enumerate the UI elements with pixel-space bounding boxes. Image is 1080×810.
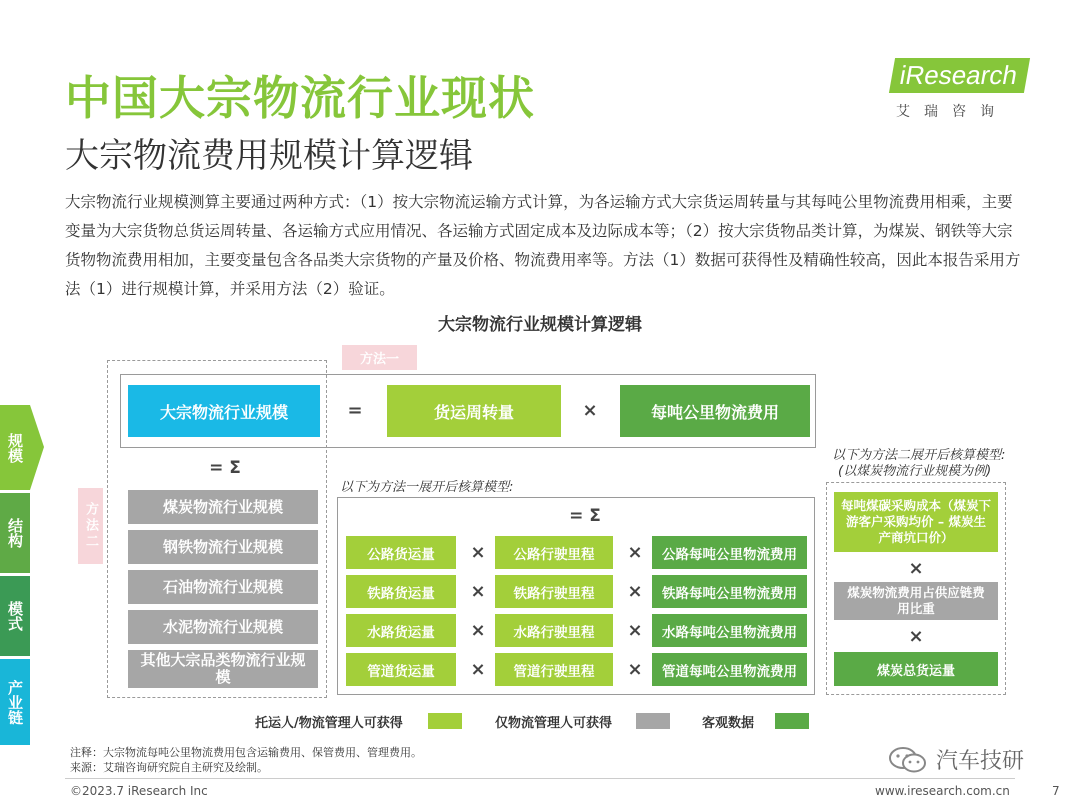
category-box: 水泥物流行业规模 [128, 610, 318, 644]
transport-cell: 公路行驶里程 [495, 536, 613, 569]
legend-label-manager: 仅物流管理人可获得 [495, 716, 613, 731]
legend-label-objective: 客观数据 [702, 716, 755, 731]
transport-cell: 铁路货运量 [346, 575, 456, 608]
footnote-source: 来源：艾瑞咨询研究院自主研究及绘制。 [70, 761, 268, 774]
watermark [888, 744, 1024, 775]
transport-cell: 水路每吨公里物流费用 [652, 614, 807, 647]
category-box: 石油物流行业规模 [128, 570, 318, 604]
sidenav-item-chain[interactable] [0, 659, 30, 745]
legend-swatch-lime [428, 713, 462, 729]
method2-note [832, 448, 1005, 480]
transport-cell: 水路行驶里程 [495, 614, 613, 647]
method1-note: 以下为方法一展开后核算模型: [340, 480, 514, 495]
freight-turnover-box: 货运周转量 [387, 385, 561, 437]
wechat-icon [888, 745, 928, 775]
website-link[interactable]: www.iresearch.com.cn [875, 784, 1010, 798]
page-subtitle: 大宗物流费用规模计算逻辑 [65, 136, 473, 176]
transport-cell: 水路货运量 [346, 614, 456, 647]
transport-cell: 铁路行驶里程 [495, 575, 613, 608]
coal-purchase-cost-box: 每吨煤碳采购成本（煤炭下游客户采购均价 – 煤炭生产商坑口价） [834, 492, 998, 552]
sum-symbol-left: = Σ [209, 458, 241, 478]
times-sign: × [470, 659, 486, 680]
sidenav-label: 模式 [6, 601, 24, 631]
page-title: 中国大宗物流行业现状 [65, 71, 535, 125]
category-box: 其他大宗品类物流行业规模 [128, 650, 318, 688]
coal-logistics-share-box: 煤炭物流费用占供应链费用比重 [834, 582, 998, 620]
category-box: 煤炭物流行业规模 [128, 490, 318, 524]
sidenav-item-structure[interactable] [0, 493, 30, 573]
method2-note-line2: (以煤炭物流行业规模为例) [838, 464, 992, 479]
logo-text: iResearch [889, 58, 1030, 93]
footnote-note: 注释：大宗物流每吨公里物流费用包含运输费用、保管费用、管理费用。 [70, 746, 422, 759]
times-sign: × [627, 542, 643, 563]
watermark-text: 汽车技研 [936, 749, 1025, 774]
times-sign: × [470, 542, 486, 563]
sidenav-label: 规模 [6, 432, 24, 463]
method2-tag: 方法二 [78, 488, 103, 564]
method2-note-line1: 以下为方法二展开后核算模型: [832, 448, 1006, 463]
page-number: 7 [1052, 784, 1060, 798]
times-sign: × [908, 626, 924, 647]
logo-cn: 艾瑞咨询 [896, 104, 1008, 120]
sum-symbol-mid: = Σ [569, 506, 601, 526]
diagram-title: 大宗物流行业规模计算逻辑 [438, 315, 642, 335]
times-sign: × [470, 620, 486, 641]
times-sign: × [582, 400, 598, 421]
transport-cell: 管道行驶里程 [495, 653, 613, 686]
sidenav-label: 产业链 [6, 679, 24, 725]
transport-cell: 管道每吨公里物流费用 [652, 653, 807, 686]
sidenav-active-arrow [30, 405, 44, 490]
category-box: 钢铁物流行业规模 [128, 530, 318, 564]
sidenav-item-scale[interactable] [0, 405, 30, 490]
transport-cell: 管道货运量 [346, 653, 456, 686]
method1-tag: 方法一 [342, 345, 417, 370]
times-sign: × [470, 581, 486, 602]
iresearch-logo [892, 58, 1032, 121]
transport-cell: 铁路每吨公里物流费用 [652, 575, 807, 608]
times-sign: × [908, 558, 924, 579]
total-scale-box: 大宗物流行业规模 [128, 385, 320, 437]
transport-cell: 公路每吨公里物流费用 [652, 536, 807, 569]
legend-label-shipper: 托运人/物流管理人可获得 [255, 716, 403, 731]
transport-cell: 公路货运量 [346, 536, 456, 569]
copyright: ©2023.7 iResearch Inc [70, 784, 208, 798]
times-sign: × [627, 620, 643, 641]
equals-sign: = [347, 400, 363, 421]
legend-swatch-gray [636, 713, 670, 729]
times-sign: × [627, 659, 643, 680]
coal-total-freight-box: 煤炭总货运量 [834, 652, 998, 686]
cost-per-ton-km-box: 每吨公里物流费用 [620, 385, 810, 437]
sidenav-label: 结构 [6, 518, 24, 548]
times-sign: × [627, 581, 643, 602]
footer-divider [65, 778, 1015, 779]
intro-paragraph: 大宗物流行业规模测算主要通过两种方式：（1）按大宗物流运输方式计算，为各运输方式大宗货运周转量与其每吨公里物流费用相乘，主要变量为大宗货物总货运周转量、各运输方式应用情况、各运输方式固定成本及边际成本等；（2）按大宗货物品类计算，为煤炭、钢铁等大宗货物物流费用相加，主要变量包含各品类大宗货物的产量及价格、物流费用率等。方法（1）数据可获得性及精确性较高，因此本报告采用方法（1）进行规模计算，并采用方法（2）验证。 [65, 193, 1021, 298]
sidenav-item-mode[interactable] [0, 576, 30, 656]
legend-swatch-green [775, 713, 809, 729]
